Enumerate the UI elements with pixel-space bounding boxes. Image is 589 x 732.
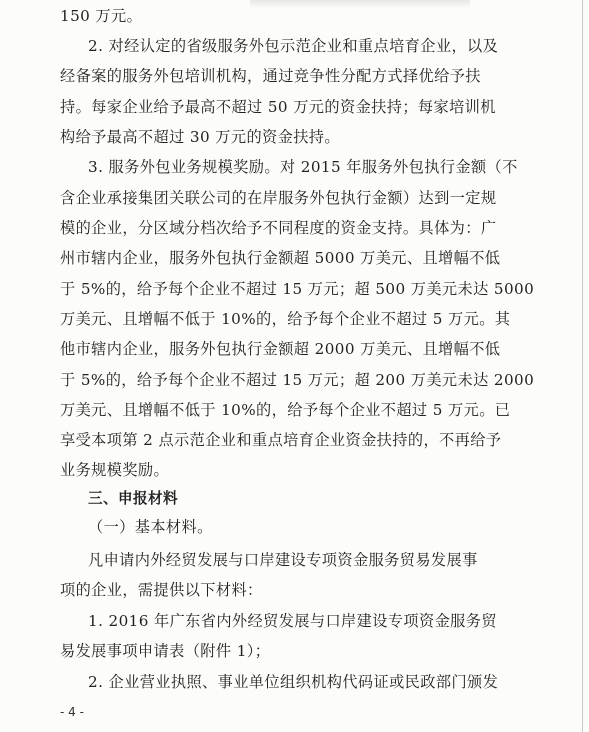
body-line: 3. 服务外包业务规模奖励。对 2015 年服务外包执行金额（不 — [88, 158, 518, 176]
scan-bleed-through — [250, 0, 470, 8]
body-line: 2. 对经认定的省级服务外包示范企业和重点培育企业，以及 — [88, 37, 499, 55]
body-line: 州市辖内企业，服务外包执行金额超 5000 万美元、且增幅不低 — [60, 249, 501, 267]
body-line: 2. 企业营业执照、事业单位组织机构代码证或民政部门颁发 — [88, 673, 499, 691]
body-line: 经备案的服务外包培训机构，通过竞争性分配方式择优给予扶 — [60, 67, 481, 85]
subsection-heading: （一）基本材料。 — [88, 518, 213, 536]
body-line: 150 万元。 — [60, 7, 143, 25]
body-line: 业务规模奖励。 — [60, 461, 170, 479]
section-heading: 三、申报材料 — [88, 490, 178, 507]
body-line: 含企业承接集团关联公司的在岸服务外包执行金额）达到一定规 — [60, 189, 497, 207]
body-line: 构给予最高不超过 30 万元的资金扶持。 — [60, 128, 340, 146]
body-line: 万美元、且增幅不低于 10%的，给予每个企业不超过 5 万元。其 — [60, 310, 511, 328]
body-line: 易发展事项申请表（附件 1）； — [60, 642, 271, 660]
body-line: 项的企业，需提供以下材料： — [60, 581, 263, 599]
body-line: 享受本项第 2 点示范企业和重点培育企业资金扶持的，不再给予 — [60, 431, 502, 449]
body-line: 于 5%的，给予每个企业不超过 15 万元；超 500 万美元未达 5000 — [60, 280, 535, 298]
body-line: 他市辖内企业，服务外包执行金额超 2000 万美元、且增幅不低 — [60, 340, 501, 358]
scan-edge-line — [582, 0, 583, 732]
body-line: 模的企业，分区域分档次给予不同程度的资金支持。具体为：广 — [60, 219, 497, 237]
body-line: 1. 2016 年广东省内外经贸发展与口岸建设专项资金服务贸 — [88, 612, 497, 630]
body-line: 凡申请内外经贸发展与口岸建设专项资金服务贸易发展事 — [88, 551, 478, 569]
body-line: 万美元、且增幅不低于 10%的，给予每个企业不超过 5 万元。已 — [60, 401, 511, 419]
body-line: 于 5%的，给予每个企业不超过 15 万元；超 200 万美元未达 2000 — [60, 371, 535, 389]
body-line: 持。每家企业给予最高不超过 50 万元的资金扶持；每家培训机 — [60, 98, 496, 116]
page-number: - 4 - — [60, 705, 84, 719]
